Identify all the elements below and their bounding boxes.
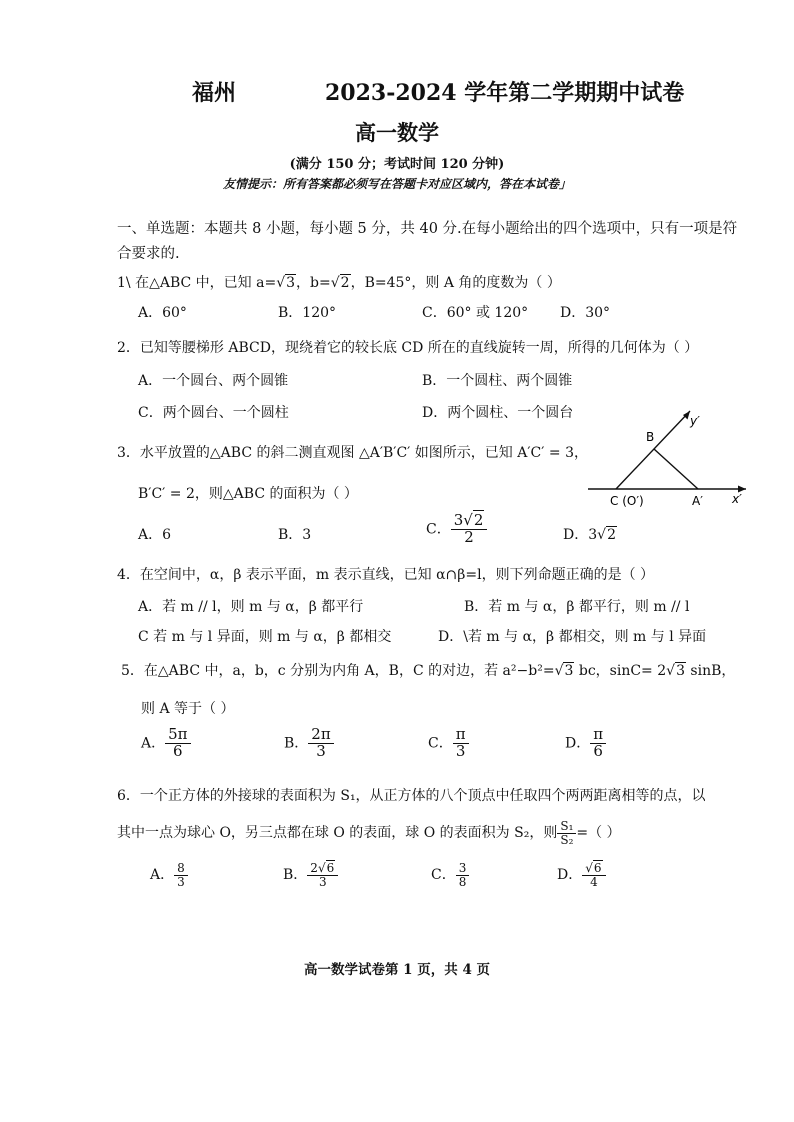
q1-option-d: D．30° xyxy=(560,305,611,321)
section-heading-line2: 合要求的. xyxy=(117,246,180,262)
q5-option-b: B． $\frac{2\pi}{3}$ xyxy=(284,727,334,760)
q1-sqrt-b: √2 xyxy=(330,275,350,291)
q5-option-c: C． $\frac{\pi}{3}$ xyxy=(428,727,469,760)
q6-option-d: D． $\frac{√6}{4}$ xyxy=(557,862,606,888)
page-footer: 高一数学试卷第 1 页，共 4 页 xyxy=(303,962,491,978)
q6-option-b: B． $\frac{2√6}{3}$ xyxy=(283,862,338,888)
q4-option-a: A．若 m // l，则 m 与 α，β 都平行 xyxy=(138,599,364,615)
q2-option-a: A．一个圆台、两个圆锥 xyxy=(138,373,289,389)
q6-option-c: C． $\frac{3}{8}$ xyxy=(431,862,469,888)
question-1: 1\ 在△ABC 中，已知 a=√3，b=√2，B=45°，则 A 角的度数为（ ） xyxy=(117,275,561,291)
q2-option-d: D．两个圆柱、一个圆台 xyxy=(422,405,574,421)
y-axis-label: y′ xyxy=(690,414,700,428)
question-4: 4．在空间中，α，β 表示平面，m 表示直线，已知 α∩β=l，则下列命题正确的是（ ） xyxy=(117,567,655,583)
q1-option-c: C．60° 或 120° xyxy=(422,305,529,321)
section-heading-line1: 一、单选题：本题共 8 小题，每小题 5 分，共 40 分.在每小题给出的四个选项中，只有一项是符 xyxy=(117,221,738,237)
q3-option-c: C． $\frac{3√2}{2}$ xyxy=(426,513,487,546)
question-6-line2: 其中一点为球心 O，另三点都在球 O 的表面，球 O 的表面积为 S₂，则 $\frac{\text{S₁}}{\text{S₂}}$ =（ ） xyxy=(117,819,621,847)
exam-city: 福州 xyxy=(192,80,237,106)
question-3-line2: B′C′ = 2，则△ABC 的面积为（ ） xyxy=(138,486,358,502)
segment-b-a xyxy=(654,449,698,489)
q2-option-c: C．两个圆台、一个圆柱 xyxy=(138,405,289,421)
q3-option-a: A．6 xyxy=(138,527,172,543)
q3-option-d: D．3√2 xyxy=(563,527,616,543)
point-a-label: A′ xyxy=(692,494,703,508)
question-5-line1: 5．在△ABC 中，a，b，c 分别为内角 A，B，C 的对边，若 a²−b²=√3 bc，sinC= 2√3 sinB， xyxy=(121,663,736,679)
question-3-line1: 3．水平放置的△ABC 的斜二测直观图 △A′B′C′ 如图所示，已知 A′C′ = 3， xyxy=(117,445,588,461)
q1-sqrt-a: √3 xyxy=(276,275,296,291)
question-5-line2: 则 A 等于（ ） xyxy=(141,701,235,717)
y-axis-line xyxy=(616,411,690,489)
exam-subject: 高一数学 xyxy=(355,120,439,145)
q4-option-b: B．若 m 与 α，β 都平行，则 m // l xyxy=(464,599,690,615)
q4-option-d: D．\若 m 与 α，β 都相交，则 m 与 l 异面 xyxy=(438,629,707,645)
x-axis-label: x′ xyxy=(732,492,742,506)
q5-option-d: D． $\frac{\pi}{6}$ xyxy=(565,727,606,760)
q6-option-a: A． $\frac{8}{3}$ xyxy=(150,862,188,888)
q3-oblique-diagram xyxy=(582,403,754,515)
score-note: (满分 150 分；考试时间 120 分钟) xyxy=(289,157,505,172)
q6-ratio: $\frac{\text{S₁}}{\text{S₂}}$ xyxy=(557,820,576,846)
q1-option-b: B．120° xyxy=(278,305,337,321)
q4-option-c: C 若 m 与 l 异面，则 m 与 α，β 都相交 xyxy=(138,629,392,645)
point-c-label: C (O′) xyxy=(610,494,644,508)
q1-option-a: A．60° xyxy=(138,305,187,321)
q5-option-a: A． $\frac{5\pi}{6}$ xyxy=(141,727,191,760)
exam-title: 2023-2024 学年第二学期期中试卷 xyxy=(325,80,685,106)
question-2: 2．已知等腰梯形 ABCD，现绕着它的较长底 CD 所在的直线旋转一周，所得的几何体为（ ） xyxy=(117,340,699,356)
point-b-label: B xyxy=(646,430,655,444)
q3-option-b: B．3 xyxy=(278,527,312,543)
q2-option-b: B．一个圆柱、两个圆锥 xyxy=(422,373,573,389)
question-6-line1: 6．一个正方体的外接球的表面积为 S₁，从正方体的八个顶点中任取四个两两距离相等的点，以 xyxy=(117,788,706,804)
q3-option-c-fraction: $\frac{3√2}{2}$ xyxy=(451,513,488,546)
friendly-tip: 友情提示：所有答案都必须写在答题卡对应区域内，答在本试卷」 xyxy=(222,177,571,191)
q1-pre: 1\ 在△ABC 中，已知 a= xyxy=(117,275,277,291)
